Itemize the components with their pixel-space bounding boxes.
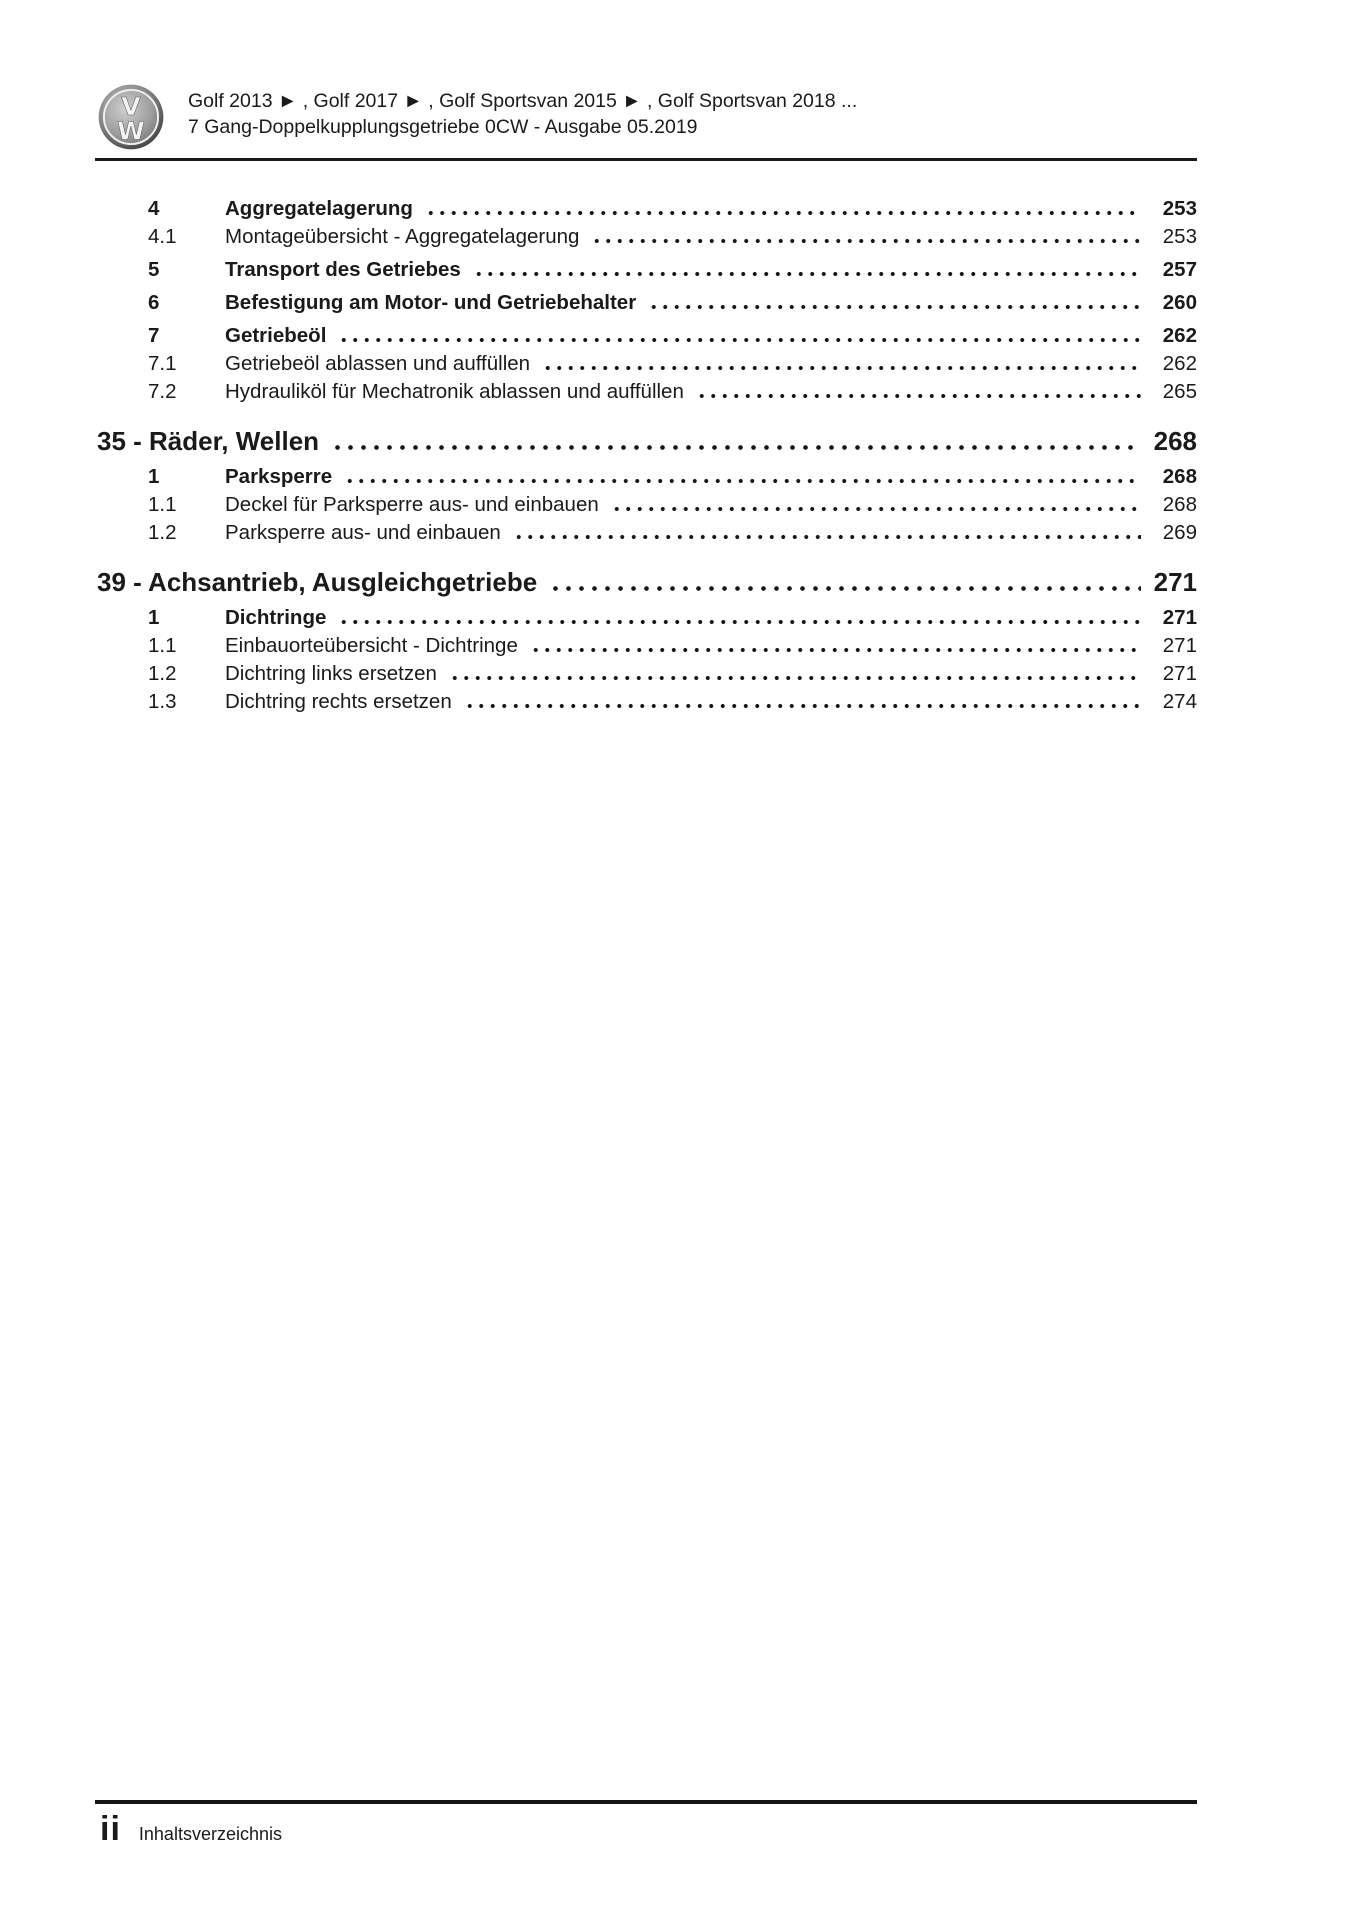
dot-leader <box>648 305 1141 309</box>
header-text-block <box>188 88 857 140</box>
dot-leader <box>549 586 1141 591</box>
toc-entry-page: 274 <box>1162 690 1197 713</box>
toc-entry-page: 253 <box>1162 197 1197 220</box>
toc-entry-page: 268 <box>1162 465 1197 488</box>
toc-entry-number: 7.1 <box>148 352 177 375</box>
toc-entry-number: 1.1 <box>148 493 177 516</box>
toc-entry-number: 6 <box>148 291 160 314</box>
toc-entry-page: 269 <box>1162 521 1197 544</box>
toc-entry-row <box>97 350 1197 378</box>
svg-text:W: W <box>117 116 145 146</box>
svg-text:V: V <box>121 92 141 122</box>
toc-entry-page: 262 <box>1162 352 1197 375</box>
toc-entry-page: 271 <box>1162 606 1197 629</box>
toc-entry-page: 262 <box>1162 324 1197 347</box>
toc-chapter-row <box>97 565 1197 599</box>
vw-logo-icon <box>98 84 164 150</box>
toc-entry-row <box>97 256 1197 284</box>
toc-entry-title: Deckel für Parksperre aus- und einbauen <box>225 493 599 516</box>
toc-entry-row <box>97 519 1197 547</box>
toc-entry-row <box>97 223 1197 251</box>
toc-entry-title: Dichtring rechts ersetzen <box>225 690 452 713</box>
dot-leader <box>530 648 1141 652</box>
toc-entry-row <box>97 660 1197 688</box>
toc-chapter-title: 35 - Räder, Wellen <box>97 426 320 456</box>
dot-leader <box>591 239 1141 243</box>
toc-entry-page: 260 <box>1162 291 1197 314</box>
header-models-line: Golf 2013 ► , Golf 2017 ► , Golf Sportsvan 2015 ► , Golf Sportsvan 2018 ... <box>188 90 858 112</box>
dot-leader <box>449 676 1141 680</box>
toc-chapter-title: 39 - Achsantrieb, Ausgleichgetriebe <box>97 567 538 597</box>
toc-entry-row <box>97 688 1197 716</box>
toc-entry-number: 1.3 <box>148 690 177 713</box>
toc-entry-title: Dichtringe <box>225 606 327 629</box>
toc <box>97 190 1197 716</box>
footer-page-label: ii <box>100 1810 121 1848</box>
footer-section-label: Inhaltsverzeichnis <box>138 1824 282 1844</box>
toc-entry-number: 1.2 <box>148 662 177 685</box>
dot-leader <box>425 211 1141 215</box>
toc-entry-page: 268 <box>1162 493 1197 516</box>
toc-entry-number: 4 <box>148 197 160 220</box>
toc-entry-row <box>97 289 1197 317</box>
toc-entry-title: Getriebeöl ablassen und auffüllen <box>225 352 531 375</box>
dot-leader <box>464 704 1141 708</box>
toc-entry-page: 271 <box>1162 634 1197 657</box>
toc-entry-title: Aggregatelagerung <box>225 197 413 220</box>
dot-leader <box>331 445 1141 450</box>
toc-chapter-page: 271 <box>1153 567 1197 597</box>
toc-chapter-page: 268 <box>1153 426 1197 456</box>
toc-entry-title: Befestigung am Motor- und Getriebehalter <box>225 291 637 314</box>
toc-entry-page: 271 <box>1162 662 1197 685</box>
header-rule <box>95 158 1197 161</box>
dot-leader <box>696 394 1141 398</box>
toc-entry-title: Parksperre <box>225 465 333 488</box>
toc-entry-number: 1 <box>148 606 160 629</box>
dot-leader <box>611 507 1141 511</box>
toc-entry-title: Montageübersicht - Aggregatelagerung <box>225 225 580 248</box>
toc-entry-row <box>97 491 1197 519</box>
toc-entry-title: Dichtring links ersetzen <box>225 662 437 685</box>
dot-leader <box>542 366 1141 370</box>
toc-entry-row <box>97 378 1197 406</box>
toc-entry-title: Hydrauliköl für Mechatronik ablassen und auffüllen <box>225 380 684 403</box>
footer-rule <box>95 1800 1197 1804</box>
header-subtitle: 7 Gang-Doppelkupplungsgetriebe 0CW - Ausgabe 05.2019 <box>188 116 698 138</box>
dot-leader <box>513 535 1141 539</box>
toc-entry-number: 1 <box>148 465 160 488</box>
toc-entry-number: 4.1 <box>148 225 177 248</box>
toc-entry-row <box>97 322 1197 350</box>
toc-entry-number: 7.2 <box>148 380 177 403</box>
toc-entry-row <box>97 632 1197 660</box>
dot-leader <box>338 338 1141 342</box>
toc-entry-number: 5 <box>148 258 160 281</box>
dot-leader <box>338 620 1141 624</box>
toc-entry-title: Getriebeöl <box>225 324 327 347</box>
toc-entry-page: 257 <box>1162 258 1197 281</box>
toc-entry-title: Transport des Getriebes <box>225 258 461 281</box>
toc-entry-number: 1.1 <box>148 634 177 657</box>
toc-entry-row <box>97 604 1197 632</box>
toc-entry-title: Einbauorteübersicht - Dichtringe <box>225 634 518 657</box>
footer <box>100 1810 282 1849</box>
toc-entry-page: 265 <box>1162 380 1197 403</box>
toc-entry-number: 1.2 <box>148 521 177 544</box>
toc-chapter-row <box>97 424 1197 458</box>
toc-entry-title: Parksperre aus- und einbauen <box>225 521 501 544</box>
toc-entry-number: 7 <box>148 324 160 347</box>
toc-entry-page: 253 <box>1162 225 1197 248</box>
toc-entry-row <box>97 463 1197 491</box>
dot-leader <box>344 479 1141 483</box>
toc-entry-row <box>97 195 1197 223</box>
dot-leader <box>473 272 1141 276</box>
